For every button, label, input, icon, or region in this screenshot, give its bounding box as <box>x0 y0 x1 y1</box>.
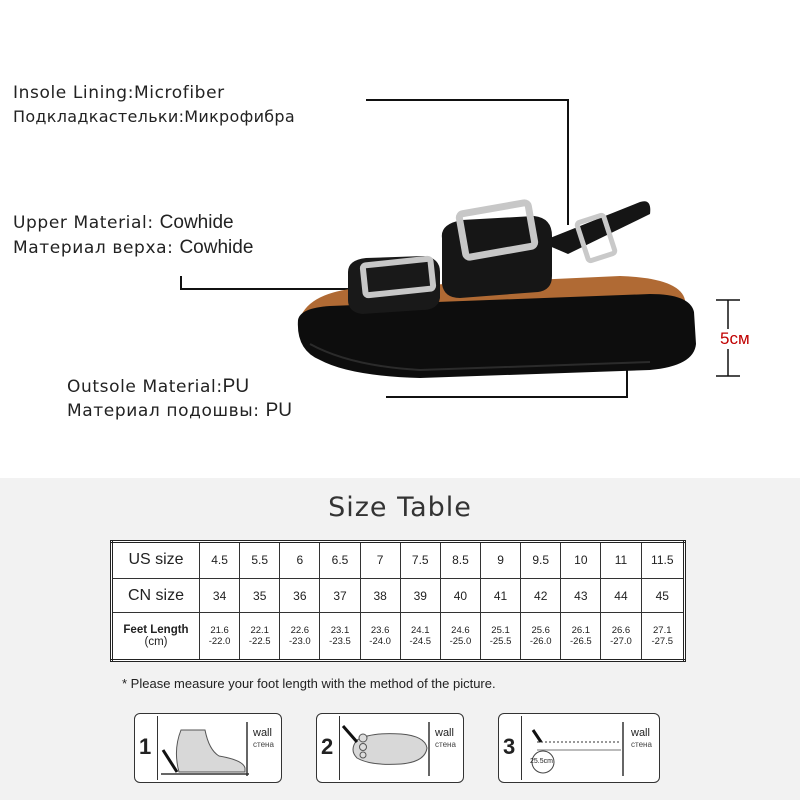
feet-length-min: 25.6 <box>531 625 550 637</box>
table-cell <box>440 613 480 661</box>
table-cell: 11.5 <box>641 542 684 579</box>
table-cell <box>480 613 520 661</box>
table-row-feet-length <box>112 613 685 661</box>
table-row-cn-size <box>112 578 685 613</box>
table-cell <box>280 613 320 661</box>
insole-lining-en: Insole Lining:Microfiber <box>13 83 225 103</box>
table-cell <box>641 613 684 661</box>
measure-step-2 <box>316 713 464 783</box>
table-cell: 42 <box>521 578 561 613</box>
feet-length-max: -23.5 <box>329 636 351 648</box>
table-cell: 40 <box>440 578 480 613</box>
step-number: 3 <box>503 734 516 759</box>
feet-length-min: 22.6 <box>290 625 310 637</box>
table-cell: 36 <box>280 578 320 613</box>
table-row-header <box>112 613 200 661</box>
feet-length-min: 24.1 <box>411 625 430 637</box>
feet-length-unit: (cm) <box>144 636 168 649</box>
wall-label: wall стена <box>631 727 652 749</box>
upper-material-en-label: Upper Material: <box>13 213 160 233</box>
table-cell: 45 <box>641 578 684 613</box>
feet-length-min: 27.1 <box>653 625 672 637</box>
table-cell: 4.5 <box>200 542 240 579</box>
feet-length-max: -22.0 <box>208 636 231 648</box>
step-number: 2 <box>321 734 334 759</box>
outsole-material-en-value: PU <box>222 376 250 397</box>
foot-side-icon <box>159 720 251 778</box>
feet-length-label: Feet Length <box>123 624 189 637</box>
insole-leader-line-h <box>366 99 569 101</box>
table-cell <box>320 613 360 661</box>
table-cell: 6 <box>280 542 320 579</box>
table-row-us-size <box>112 542 685 579</box>
outsole-material-ru-value: PU <box>265 400 292 421</box>
upper-material-en <box>13 212 234 234</box>
feet-length-max: -24.5 <box>409 636 432 648</box>
feet-length-max: -26.0 <box>529 636 552 648</box>
ruler-measure-icon <box>523 720 627 778</box>
wall-label: wall стена <box>253 727 274 749</box>
table-cell: 34 <box>200 578 240 613</box>
table-cell: 37 <box>320 578 360 613</box>
feet-length-min: 21.6 <box>210 625 229 637</box>
outsole-material-ru-label: Материал подошвы: <box>67 401 266 421</box>
table-cell: 43 <box>561 578 601 613</box>
table-cell: 35 <box>240 578 280 613</box>
upper-material-en-value: Cowhide <box>159 212 234 233</box>
table-cell: 8.5 <box>440 542 480 579</box>
upper-material-ru <box>13 237 253 259</box>
feet-length-min: 23.1 <box>330 625 350 637</box>
size-table <box>110 540 686 662</box>
table-row-header: CN size <box>112 578 200 613</box>
feet-length-min: 24.6 <box>451 625 470 637</box>
table-cell <box>400 613 440 661</box>
feet-length-max: -24.0 <box>369 636 391 648</box>
outsole-leader-line-h <box>386 396 628 398</box>
feet-length-min: 26.6 <box>611 625 631 637</box>
foot-top-icon <box>341 720 433 778</box>
ruler-reading: 25.5cm <box>530 758 553 765</box>
table-cell: 5.5 <box>240 542 280 579</box>
feet-length-min: 23.6 <box>370 625 390 637</box>
table-cell: 44 <box>601 578 641 613</box>
feet-length-max: -25.5 <box>489 636 512 648</box>
heel-height-label: 5см <box>720 329 750 348</box>
wall-label: wall стена <box>435 727 456 749</box>
feet-length-max: -22.5 <box>248 636 271 648</box>
table-cell <box>601 613 641 661</box>
sandal-image <box>290 180 710 380</box>
upper-material-ru-label: Материал верха: <box>13 238 180 258</box>
table-cell: 39 <box>400 578 440 613</box>
table-cell <box>521 613 561 661</box>
feet-length-min: 22.1 <box>250 625 269 637</box>
table-cell <box>360 613 400 661</box>
table-cell: 7.5 <box>400 542 440 579</box>
table-cell: 6.5 <box>320 542 360 579</box>
size-table-title: Size Table <box>328 492 472 523</box>
feet-length-min: 26.1 <box>571 625 591 637</box>
feet-length-max: -27.5 <box>651 636 674 648</box>
table-cell: 7 <box>360 542 400 579</box>
table-cell: 10 <box>561 542 601 579</box>
upper-material-ru-value: Cowhide <box>179 237 254 258</box>
table-cell <box>240 613 280 661</box>
table-cell: 9.5 <box>521 542 561 579</box>
insole-lining-ru: Подкладкастельки:Микрофибра <box>13 107 295 126</box>
feet-length-max: -25.0 <box>449 636 472 648</box>
measure-step-3 <box>498 713 660 783</box>
table-cell: 9 <box>480 542 520 579</box>
table-row-header: US size <box>112 542 200 579</box>
outsole-material-en-label: Outsole Material: <box>67 377 223 397</box>
measure-step-1 <box>134 713 282 783</box>
feet-length-min: 25.1 <box>491 625 510 637</box>
step-number: 1 <box>139 734 152 759</box>
outsole-material-en <box>67 376 249 398</box>
feet-length-max: -27.0 <box>610 636 632 648</box>
feet-length-max: -23.0 <box>289 636 311 648</box>
table-cell <box>561 613 601 661</box>
measure-note: * Please measure your foot length with the method of the picture. <box>122 676 496 691</box>
table-cell: 41 <box>480 578 520 613</box>
outsole-material-ru <box>67 400 292 422</box>
table-cell: 11 <box>601 542 641 579</box>
feet-length-max: -26.5 <box>570 636 592 648</box>
table-cell <box>200 613 240 661</box>
table-cell: 38 <box>360 578 400 613</box>
